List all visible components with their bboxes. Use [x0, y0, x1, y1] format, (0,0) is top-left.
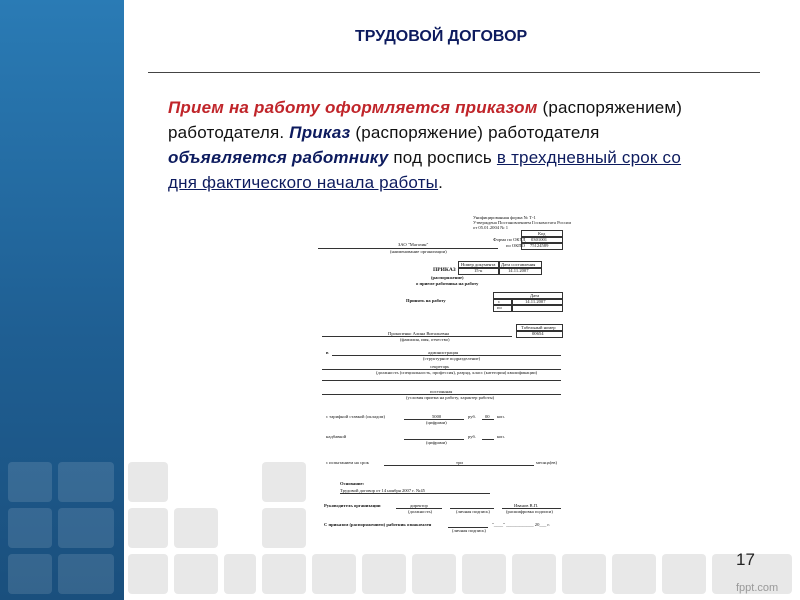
decor-tile [174, 554, 218, 594]
ack-label: С приказом (распоряжением) работник ознакомлен [324, 522, 432, 527]
head-name-caption: (расшифровка подписи) [506, 509, 553, 514]
rub-label: руб. [468, 414, 476, 419]
trial-line [384, 465, 534, 466]
decor-tile [174, 508, 218, 548]
decor-tile [224, 554, 256, 594]
form-header: Унифицированная форма № Т-1 [473, 215, 536, 220]
basis-value: Трудовой договор от 14 ноября 2007 г. №45 [340, 488, 425, 493]
from-label: с [498, 299, 501, 304]
date-to-box [511, 304, 563, 312]
date-header: Дата [530, 293, 540, 298]
para-emphasis: объявляется работнику [168, 148, 389, 167]
decor-tile [262, 554, 306, 594]
head-signature-caption: (личная подпись) [456, 509, 490, 514]
decor-tile [128, 554, 168, 594]
work-type: постоянная [430, 389, 453, 394]
para-text: под роспись [388, 148, 497, 167]
decor-tile [612, 554, 656, 594]
work-type-caption: (условия приема на работу, характер работы) [406, 395, 495, 400]
position-caption: (должность (специальность, профессия), разряд, класс (категория) квалификации) [376, 370, 538, 375]
position: секретарь [430, 364, 450, 369]
bonus-kop-line [482, 439, 494, 440]
in-label: в [326, 350, 329, 355]
head-position-caption: (должность) [408, 509, 433, 514]
para-text: (распоряжение) работодателя [350, 123, 600, 142]
bonus-kop: коп. [497, 434, 505, 439]
okud-label: Форма по ОКУД [493, 237, 526, 242]
para-highlight: Прием на работу оформляется приказом [168, 98, 538, 117]
para-text: . [438, 173, 444, 192]
org-name: ЗАО "Магазин" [398, 242, 429, 247]
tabel-header: Табельный номер [521, 325, 556, 330]
tabel-value: 00654 [532, 331, 544, 336]
kop-value: 00 [485, 414, 490, 419]
trial-months: месяца(ев) [536, 460, 557, 465]
slide-paragraph [168, 95, 708, 195]
decor-tile [128, 462, 168, 502]
slide-title: ТРУДОВОЙ ДОГОВОР [355, 28, 528, 45]
decor-tile [58, 462, 114, 502]
decor-tile [662, 554, 706, 594]
head-position: директор [410, 503, 428, 508]
trial-value: три [456, 460, 463, 465]
bonus-label: надбавкой [326, 434, 347, 439]
bonus-digits-caption: (цифрами) [426, 440, 447, 445]
decor-tile [58, 554, 114, 594]
decor-tile [262, 508, 306, 548]
decor-tile [362, 554, 406, 594]
decor-tile [8, 508, 52, 548]
page-number: 17 [736, 550, 755, 569]
basis-label: Основание: [340, 481, 365, 486]
salary-value: 5000 [432, 414, 442, 419]
para-underlined: в трехдневный срок со дня фактического начала работы [168, 148, 682, 192]
head-label: Руководитель организации [324, 503, 381, 508]
title-divider [148, 72, 760, 73]
decor-tile [8, 554, 52, 594]
okpo-label: по ОКПО [506, 243, 525, 248]
decor-tile [262, 462, 306, 502]
brand-watermark: fppt.com [736, 582, 779, 594]
bonus-rub: руб. [468, 434, 476, 439]
order-subject: о приеме работника на работу [416, 281, 479, 286]
employee-name: Прокопенко Алина Витальевна [388, 331, 450, 336]
decor-tile [512, 554, 556, 594]
decor-tile [462, 554, 506, 594]
decor-tile [562, 554, 606, 594]
code-label: Код [538, 231, 546, 236]
doc-number-header: Номер документа [461, 262, 496, 267]
doc-number: 15-к [474, 268, 483, 273]
form-approved: Утверждена Постановлением Госкомстата России [473, 220, 571, 225]
order-form-image [318, 212, 578, 534]
kop-label: коп. [497, 414, 505, 419]
decor-tile [128, 508, 168, 548]
doc-date-header: Дата составления [501, 262, 536, 267]
department-caption: (структурное подразделение) [423, 356, 481, 361]
org-caption: (наименование организации) [390, 249, 447, 254]
okud-value: 0301001 [531, 237, 548, 242]
trial-label: с испытанием на срок [326, 460, 369, 465]
ack-signature-caption: (личная подпись) [452, 528, 486, 533]
to-label: по [497, 305, 502, 310]
basis-line [340, 493, 490, 494]
decor-tile [412, 554, 456, 594]
form-date: от 05.01.2004 № 1 [473, 225, 509, 230]
date-from: 14.11.2007 [525, 299, 546, 304]
doc-date: 14.11.2007 [508, 268, 529, 273]
decor-tile [8, 462, 52, 502]
kop-line [482, 419, 494, 420]
decor-tile [58, 508, 114, 548]
department: администрация [428, 350, 459, 355]
rasporyazhenie-title: (распоряжение) [431, 275, 464, 280]
extra-line [322, 380, 561, 381]
hire-label: Принять на работу [406, 298, 446, 303]
salary-label: с тарифной ставкой (окладом) [326, 414, 385, 419]
digits-caption: (цифрами) [426, 420, 447, 425]
ack-date: "____" ____________ 20___ г. [492, 522, 550, 527]
to-label-box [493, 304, 513, 312]
employee-caption: (фамилия, имя, отчество) [400, 337, 450, 342]
para-text: (распоряжением) работодателя. [168, 98, 683, 142]
para-emphasis: Приказ [289, 123, 351, 142]
head-name: Иванов В.П. [514, 503, 539, 508]
decor-tile [312, 554, 356, 594]
okpo-value: 75124589 [530, 243, 549, 248]
prikaz-title: ПРИКАЗ [433, 267, 456, 273]
